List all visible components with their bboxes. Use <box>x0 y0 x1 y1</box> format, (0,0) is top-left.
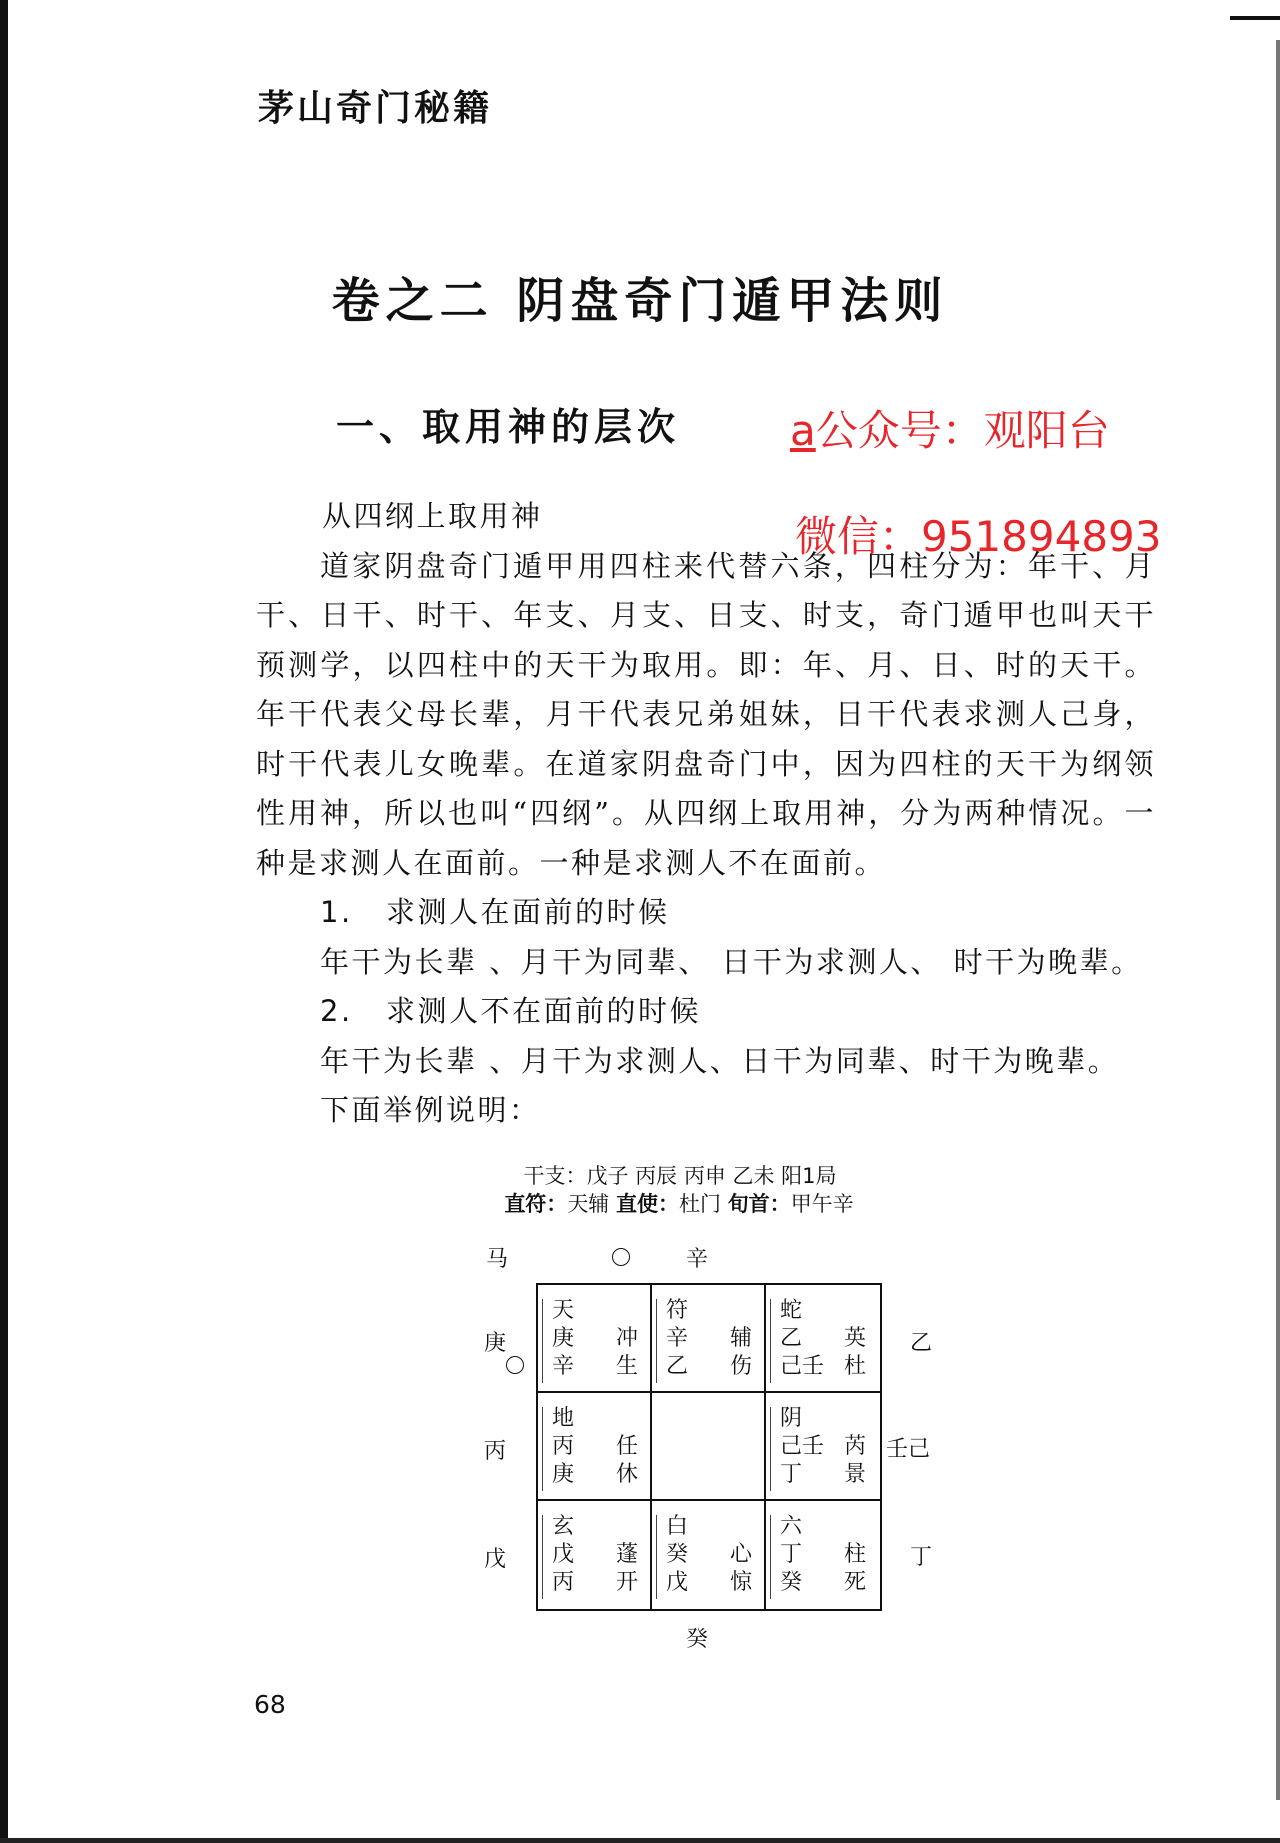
cell-earth-stem: 辛 <box>552 1354 575 1379</box>
list-item-1-number: 1. <box>320 895 353 929</box>
cell-tick <box>542 1299 543 1383</box>
cell-star: 心 <box>729 1542 752 1567</box>
list-item-2-heading <box>256 987 1156 1037</box>
xunshou-value: 甲午辛 <box>790 1192 854 1216</box>
chart-ganzhi-line <box>0 1162 1280 1190</box>
circle-mark-top <box>612 1248 630 1266</box>
chapter-title: 卷之二 阴盘奇门遁甲法则 <box>331 273 949 329</box>
cell-star: 冲 <box>615 1326 638 1351</box>
grid-cell-r3c1 <box>538 1501 650 1607</box>
zhifu-label: 直符： <box>504 1192 568 1216</box>
cell-door: 景 <box>843 1462 866 1487</box>
watermark-public-account <box>790 398 1110 458</box>
cell-deity: 地 <box>552 1406 575 1431</box>
cell-tick <box>656 1515 657 1599</box>
grid-cell-r1c2 <box>652 1285 764 1391</box>
cell-earth-stem: 癸 <box>780 1570 803 1595</box>
cell-earth-stem: 己壬 <box>780 1354 825 1379</box>
cell-earth-stem: 丙 <box>552 1570 575 1595</box>
cell-star: 芮 <box>843 1434 866 1459</box>
zhifu-value: 天辅 <box>567 1192 610 1216</box>
cell-door: 休 <box>615 1462 638 1487</box>
cell-earth-stem: 庚 <box>552 1462 575 1487</box>
grid-cell-r2c2-center <box>652 1393 764 1499</box>
cell-star: 任 <box>615 1434 638 1459</box>
chart-zhifu-line <box>0 1190 1280 1218</box>
page-number: 68 <box>254 1690 286 1719</box>
body-text <box>256 492 1156 1136</box>
scan-mark-top <box>1230 16 1280 20</box>
outer-right-row2: 壬己 <box>886 1437 931 1462</box>
cell-door: 杜 <box>843 1354 866 1379</box>
grid-cell-r2c3 <box>766 1393 878 1499</box>
outer-right-row1: 乙 <box>910 1331 933 1356</box>
cell-door: 惊 <box>729 1570 752 1595</box>
cell-heaven-stem: 丁 <box>780 1542 803 1567</box>
cell-door: 伤 <box>729 1354 752 1379</box>
outer-left-row3: 戊 <box>484 1547 507 1572</box>
list-item-2-number: 2. <box>320 994 353 1028</box>
outer-top-right: 辛 <box>686 1247 709 1272</box>
zhishi-value: 杜门 <box>679 1192 721 1216</box>
outer-left-row2: 丙 <box>484 1439 507 1464</box>
cell-heaven-stem: 戊 <box>552 1542 575 1567</box>
cell-earth-stem: 乙 <box>666 1354 689 1379</box>
cell-deity: 蛇 <box>780 1298 803 1323</box>
cell-earth-stem: 戊 <box>666 1570 689 1595</box>
grid-cell-r3c2 <box>652 1501 764 1607</box>
grid-cell-r2c1 <box>538 1393 650 1499</box>
circle-mark-left <box>506 1356 524 1374</box>
example-intro: 下面举例说明： <box>320 1093 541 1127</box>
cell-star: 英 <box>843 1326 866 1351</box>
grid-cell-r3c3 <box>766 1501 878 1607</box>
ganzhi-label: 干支： <box>523 1164 587 1188</box>
cell-deity: 天 <box>552 1298 575 1323</box>
cell-heaven-stem: 辛 <box>666 1326 689 1351</box>
cell-tick <box>656 1299 657 1383</box>
cell-door: 开 <box>615 1570 638 1595</box>
list-item-2-text: 年干为长辈 、月干为求测人、日干为同辈、时干为晚辈。 <box>320 1043 1120 1078</box>
list-item-2-title: 求测人不在面前的时候 <box>386 994 702 1028</box>
cell-star: 辅 <box>729 1326 752 1351</box>
cell-deity: 阴 <box>780 1406 803 1431</box>
outer-right-row3: 丁 <box>910 1545 933 1570</box>
outer-left-row1: 庚 <box>484 1331 507 1356</box>
xunshou-label: 旬首： <box>727 1192 791 1216</box>
cell-earth-stem: 丁 <box>780 1462 803 1487</box>
cell-tick <box>542 1407 543 1491</box>
cell-deity: 六 <box>780 1514 803 1539</box>
grid-cell-r1c3 <box>766 1285 878 1391</box>
cell-star: 蓬 <box>615 1542 638 1567</box>
cell-heaven-stem: 乙 <box>780 1326 803 1351</box>
cell-tick <box>542 1515 543 1599</box>
cell-tick <box>770 1299 771 1383</box>
scan-border-bottom <box>0 1838 1280 1843</box>
watermark-prefix: a <box>790 406 816 455</box>
grid-cell-r1c1 <box>538 1285 650 1391</box>
outer-top-left: 马 <box>486 1247 509 1272</box>
watermark-account-text: 公众号：观阳台 <box>815 406 1110 455</box>
watermark-wechat: 微信：951894893 <box>795 512 1162 561</box>
cell-star: 柱 <box>843 1542 866 1567</box>
list-item-1-text: 年干为长辈 、月干为同辈、 日干为求测人、 时干为晚辈。 <box>320 944 1143 979</box>
outer-bottom: 癸 <box>686 1627 709 1652</box>
cell-tick <box>770 1515 771 1599</box>
running-header: 茅山奇门秘籍 <box>258 87 493 129</box>
cell-heaven-stem: 己壬 <box>780 1434 825 1459</box>
list-item-1-title: 求测人在面前的时候 <box>386 895 670 929</box>
subheading: 从四纲上取用神 <box>322 499 543 533</box>
cell-deity: 玄 <box>552 1514 575 1539</box>
cell-heaven-stem: 丙 <box>552 1434 575 1459</box>
zhishi-label: 直使： <box>616 1192 679 1216</box>
cell-door: 生 <box>615 1354 638 1379</box>
qimen-grid <box>536 1283 882 1611</box>
ganzhi-value: 戊子 丙辰 丙申 乙未 阳1局 <box>586 1164 837 1188</box>
cell-door: 死 <box>843 1570 866 1595</box>
cell-deity: 符 <box>666 1298 689 1323</box>
cell-heaven-stem: 癸 <box>666 1542 689 1567</box>
list-item-1-heading <box>256 888 1156 938</box>
main-paragraph: 道家阴盘奇门遁甲用四柱来代替六条，四柱分为：年干、月干、日干、时干、年支、月支、日支、时支，奇门遁甲也叫天干预测学，以四柱中的天干为取用。即：年、月、日、时的天干。年干代表父母长辈，月干代表兄弟姐妹，日干代表求测人己身，时干代表儿女晚辈。在道家阴盘奇门中，因为四柱的天干为纲领性用神，所以也叫“四纲”。从四纲上取用神，分为两种情况。一种是求测人在面前。一种是求测人不在面前。 <box>256 548 1156 880</box>
section-title: 一、取用神的层次 <box>336 404 681 449</box>
cell-deity: 白 <box>666 1514 689 1539</box>
cell-heaven-stem: 庚 <box>552 1326 575 1351</box>
cell-tick <box>770 1407 771 1491</box>
